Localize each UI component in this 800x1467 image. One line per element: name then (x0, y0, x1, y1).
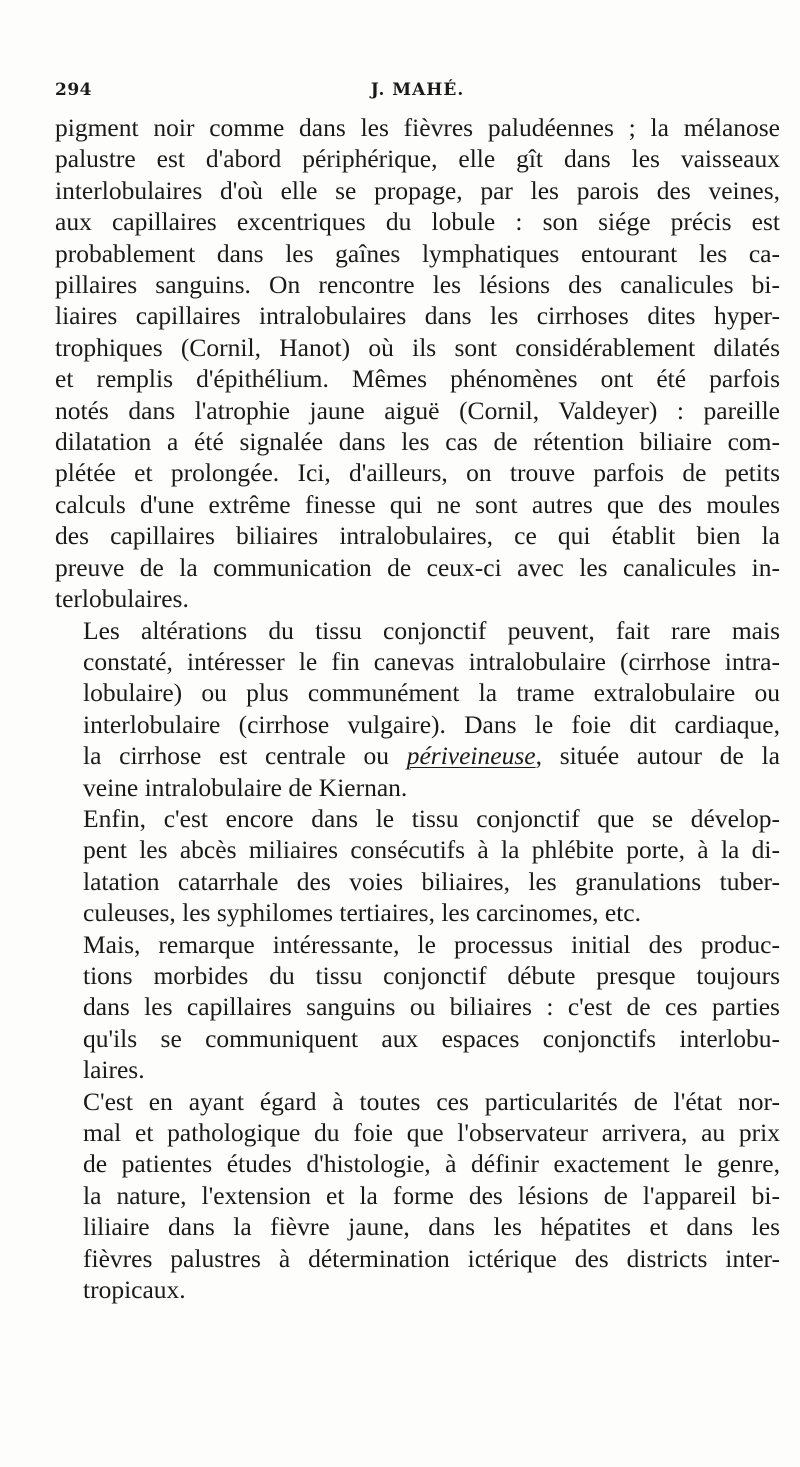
text-line: terlobulaires. (55, 584, 189, 614)
text-line: aux capillaires excentriques du lobule : son siége précis est (55, 207, 780, 237)
page-number: 294 (55, 80, 92, 100)
text-line: latation catarrhale des voies biliaires, les granulations tuber- (83, 866, 780, 896)
paragraph-4 (55, 929, 780, 1086)
text-line: de patientes études d'histologie, à définir exactement le genre, (83, 1149, 780, 1179)
page-header (55, 80, 780, 110)
text-line: Les altérations du tissu conjonctif peuvent, fait rare mais (83, 615, 780, 645)
running-head: J. MAHÉ. (370, 80, 465, 100)
text-line: tropicaux. (83, 1275, 186, 1305)
text-line: interlobulaires d'où elle se propage, par les parois des veines, (55, 175, 780, 205)
text-line: interlobulaire (cirrhose vulgaire). Dans le foie dit cardiaque, (83, 709, 780, 739)
body-text (55, 112, 780, 1305)
text-line: la nature, l'extension et la forme des lésions de l'appareil bi- (83, 1180, 780, 1210)
text-line: probablement dans les gaînes lymphatiques entourant les ca- (55, 238, 780, 268)
emphasized-term: périveineuse (406, 741, 536, 771)
text-line-with-emphasis (55, 740, 780, 771)
paragraph-3 (55, 803, 780, 929)
paragraph-5 (55, 1086, 780, 1306)
text-line: liaires capillaires intralobulaires dans les cirrhoses dites hyper- (55, 301, 780, 331)
paragraph-1 (55, 112, 780, 615)
paragraph-2 (55, 615, 780, 803)
text-line: Mais, remarque intéressante, le processus initial des produc- (83, 929, 780, 959)
text-line: plétée et prolongée. Ici, d'ailleurs, on trouve parfois de petits (55, 458, 780, 488)
text-line: pigment noir comme dans les fièvres paludéennes ; la mélanose (55, 113, 780, 142)
text-line: culeuses, les syphilomes tertiaires, les carcinomes, etc. (83, 898, 641, 928)
text-line: C'est en ayant égard à toutes ces particularités de l'état nor- (83, 1086, 780, 1116)
text-line: notés dans l'atrophie jaune aiguë (Cornil, Valdeyer) : pareille (55, 395, 780, 425)
text-line: fièvres palustres à détermination ictérique des districts inter- (83, 1243, 780, 1273)
text-segment: , située autour de la (535, 741, 780, 771)
text-line: et remplis d'épithélium. Mêmes phénomènes ont été parfois (55, 364, 780, 394)
text-line: mal et pathologique du foie que l'observateur arrivera, au prix (83, 1118, 780, 1147)
text-line: trophiques (Cornil, Hanot) où ils sont considérablement dilatés (55, 332, 780, 362)
text-line: dilatation a été signalée dans les cas de rétention biliaire com- (55, 427, 780, 457)
text-line: liliaire dans la fièvre jaune, dans les hépatites et dans les (83, 1212, 780, 1242)
text-line: veine intralobulaire de Kiernan. (83, 772, 408, 802)
text-line: pillaires sanguins. On rencontre les lésions des canalicules bi- (55, 270, 780, 300)
text-line: calculs d'une extrême finesse qui ne sont autres que des moules (55, 489, 780, 519)
text-line: constaté, intéresser le fin canevas intralobulaire (cirrhose intra- (83, 646, 780, 676)
text-line: des capillaires biliaires intralobulaires, ce qui établit bien la (55, 521, 780, 551)
text-line: qu'ils se communiquent aux espaces conjonctifs interlobu- (83, 1023, 780, 1053)
text-line: laires. (83, 1055, 145, 1085)
text-line: tions morbides du tissu conjonctif débute presque toujours (83, 960, 780, 990)
text-line: preuve de la communication de ceux-ci avec les canalicules in- (55, 552, 780, 582)
text-line: palustre est d'abord périphérique, elle gît dans les vaisseaux (55, 144, 780, 174)
text-line: lobulaire) ou plus communément la trame extralobulaire ou (83, 678, 780, 708)
text-line: pent les abcès miliaires consécutifs à la phlébite porte, à la di- (83, 835, 780, 865)
text-line: Enfin, c'est encore dans le tissu conjonctif que se dévelop- (83, 803, 780, 833)
text-segment: la cirrhose est centrale ou (83, 741, 407, 771)
text-line: dans les capillaires sanguins ou biliaires : c'est de ces parties (83, 992, 780, 1022)
